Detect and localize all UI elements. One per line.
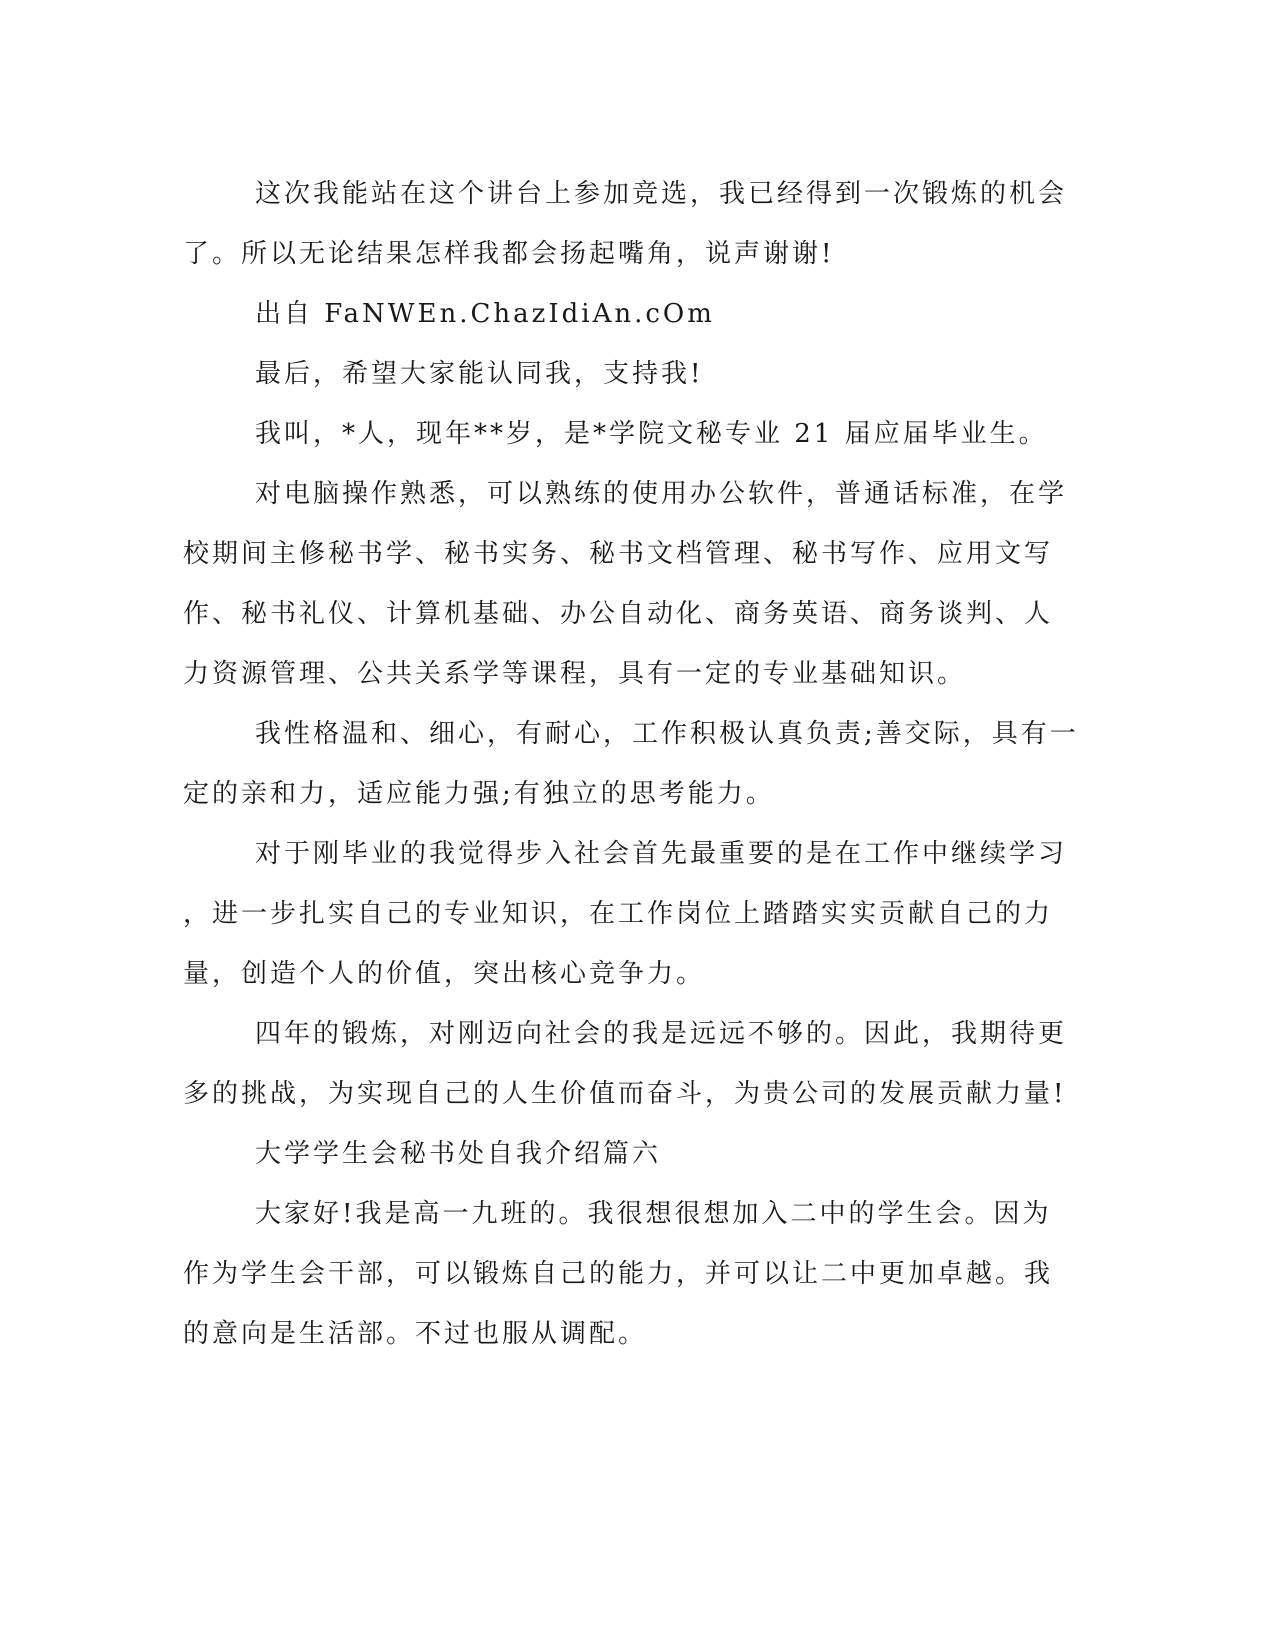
paragraph-line: 作为学生会干部，可以锻炼自己的能力，并可以让二中更加卓越。我 — [183, 1259, 1054, 1289]
paragraph-line: 对电脑操作熟悉，可以熟练的使用办公软件，普通话标准，在学 — [255, 479, 1068, 509]
document-body — [183, 164, 1079, 1364]
paragraph-line: 我性格温和、细心，有耐心，工作积极认真负责;善交际，具有一 — [255, 719, 1079, 749]
paragraph-line: 我叫，*人，现年**岁，是*学院文秘专业 21 届应届毕业生。 — [255, 419, 1048, 449]
paragraph-line: 大家好!我是高一九班的。我很想很想加入二中的学生会。因为 — [255, 1199, 1052, 1229]
paragraph-line: 的意向是生活部。不过也服从调配。 — [183, 1319, 648, 1349]
source-line: 出自 FaNWEn.ChazIdiAn.cOm — [255, 299, 715, 329]
paragraph-line: 作、秘书礼仪、计算机基础、办公自动化、商务英语、商务谈判、人 — [183, 599, 1054, 629]
paragraph-line: 定的亲和力，适应能力强;有独立的思考能力。 — [183, 779, 775, 809]
paragraph-line: 四年的锻炼，对刚迈向社会的我是远远不够的。因此，我期待更 — [255, 1019, 1068, 1049]
paragraph-line: 多的挑战，为实现自己的人生价值而奋斗，为贵公司的发展贡献力量! — [183, 1079, 1067, 1109]
paragraph-line: 对于刚毕业的我觉得步入社会首先最重要的是在工作中继续学习 — [255, 839, 1068, 869]
paragraph-line: 量，创造个人的价值，突出核心竞争力。 — [183, 959, 706, 989]
paragraph-line: 最后，希望大家能认同我，支持我! — [255, 359, 704, 389]
paragraph-line: ，进一步扎实自己的专业知识，在工作岗位上踏踏实实贡献自己的力 — [183, 899, 1054, 929]
section-heading: 大学学生会秘书处自我介绍篇六 — [255, 1139, 662, 1169]
paragraph-line: 了。所以无论结果怎样我都会扬起嘴角，说声谢谢! — [183, 239, 835, 269]
paragraph-line: 这次我能站在这个讲台上参加竞选，我已经得到一次锻炼的机会 — [255, 179, 1068, 209]
paragraph-line: 力资源管理、公共关系学等课程，具有一定的专业基础知识。 — [183, 659, 967, 689]
paragraph-line: 校期间主修秘书学、秘书实务、秘书文档管理、秘书写作、应用文写 — [183, 539, 1054, 569]
